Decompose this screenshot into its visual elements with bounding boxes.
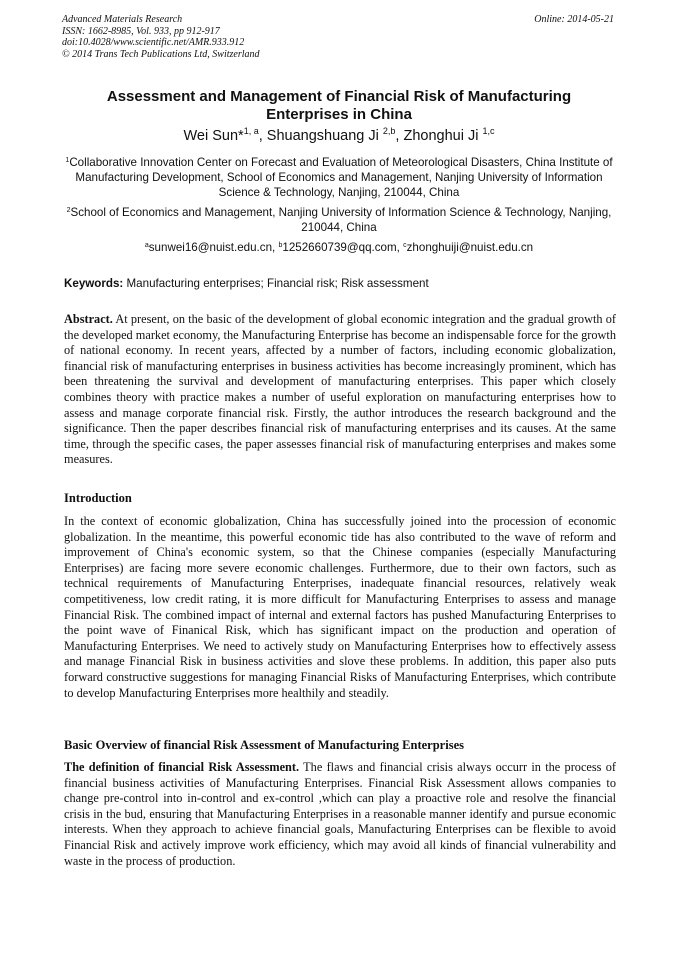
affiliation-1 xyxy=(64,155,614,200)
author-affiliation-mark: 1, a xyxy=(243,126,259,136)
introduction-heading: Introduction xyxy=(64,491,132,505)
basic-overview-heading: Basic Overview of financial Risk Assessment of Manufacturing Enterprises xyxy=(64,738,464,752)
abstract-label: Abstract. xyxy=(64,312,113,326)
author-affiliation-mark: 2,b xyxy=(382,126,396,136)
email-mark: c xyxy=(403,242,407,249)
affiliation-text: School of Economics and Management, Nanjing University of Information Science & Technology, Nanjing, 210044, China xyxy=(70,206,612,234)
doi-line: doi:10.4028/www.scientific.net/AMR.933.912 xyxy=(62,37,245,48)
publication-info xyxy=(62,14,260,60)
author-name: Zhonghui Ji xyxy=(403,128,479,144)
definition-text: The flaws and financial crisis always occurr in the process of financial business activities of Manufacturing Enterprises. Financial Risk Assessment allows companies to change pre-control into in-control and ex-control ,which can play a proactive role and resolve the financial crisis in the bud, ensuring that Manufacturing Enterprises in a reasonable manner identify and pursue economic interests. When they approach to achieve financial goals, Manufacturing Enterprises can be flexible to avoid Financial Risk and actively improve work efficiency, which may avoid all kinds of financial vulnerability and waste in the process of production. xyxy=(64,760,616,868)
introduction-text: In the context of economic globalization, China has successfully joined into the procession of economic globalization. In the meantime, this powerful economic tide has also contributed to the wave of reform and improvement of China's economic system, so that the Chinese companies (especially Manufacturing Enterprises) are facing more severe economic challenges. Furthermore, due to their own factors, such as technical requirements of Manufacturing Enterprises, inadequate financial resources, relatively weak competitiveness, low credit rating, it is more difficult for Manufacturing Enterprises to assess and manage Financial Risk. The combined impact of internal and external factors has pushed Manufacturing Enterprises to the point wave of Finanical Risk, which has significant impact on the production and operation of Manufacturing Enterprises. We need to actively study on Manufacturing Enterprises how to effectively assess and manage Financial Risk in business activities and slove these problems. In addition, this paper also puts forward constructive suggestions for managing Financial Risks of Manufacturing Enterprises, which contribute to develop Manufacturing Enterprises more healthily and steadily. xyxy=(64,514,616,700)
keywords-text: Manufacturing enterprises; Financial risk; Risk assessment xyxy=(126,277,429,290)
email-address[interactable]: zhonghuiji@nuist.edu.cn xyxy=(406,241,534,254)
affiliation-text: Collaborative Innovation Center on Forecast and Evaluation of Meteorological Disasters, China Institute of Manufacturing Development, School of Economics and Management, Nanjing University of Information Science & Technology, Nanjing, 210044, China xyxy=(69,156,613,199)
email-address[interactable]: sunwei16@nuist.edu.cn xyxy=(148,241,273,254)
keywords-label: Keywords: xyxy=(64,277,124,290)
author-name: Shuangshuang Ji xyxy=(266,128,379,144)
affiliation-2 xyxy=(64,205,614,235)
journal-name: Advanced Materials Research xyxy=(62,14,183,25)
affiliation-number: 1 xyxy=(65,157,70,164)
definition-label: The definition of financial Risk Assessment. xyxy=(64,760,300,774)
keywords xyxy=(64,276,616,291)
online-date: Online: 2014-05-21 xyxy=(534,14,614,25)
paper-title: Assessment and Management of Financial Risk of Manufacturing Enterprises in China xyxy=(106,88,572,123)
author-affiliation-mark: 1,c xyxy=(482,126,495,136)
affiliation-number: 2 xyxy=(66,207,71,214)
author-emails: $^a$sunwei16@nuist.edu.cn, $^b$1252660739@qq.com, $^c$zhonghuiji@nuist.edu.cn xyxy=(144,241,534,254)
author-list: Wei Sun*$^{1, a}$, Shuangshuang Ji $^{2,b}$, Zhonghui Ji $^{1,c}$ xyxy=(183,126,495,144)
issn-line: ISSN: 1662-8985, Vol. 933, pp 912-917 xyxy=(62,25,220,37)
abstract-text: At present, on the basic of the development of global economic integration and the gradual growth of the developed market economy, the Manufacturing Enterprise has become an indispensable force for the growth of national economy. In recent years, affected by a number of factors, including economic globalization, financial risk of manufacturing enterprises in business activities has become increasingly prominent, which has been threatening the survival and development of manufacturing enterprises. This paper which closely combines theory with practice makes a number of useful exploration on manufacturing enterprises how to assess and manage corporate financial risk. Firstly, the author introduces the research background and the significance. Then the paper describes financial risk of manufacturing enterprises and its causes. At the same time, through the specific cases, the paper assesses financial risk of manufacturing enterprises and makes some measures. xyxy=(64,312,616,467)
copyright-line: © 2014 Trans Tech Publications Ltd, Switzerland xyxy=(62,48,260,60)
email-mark: a xyxy=(144,242,149,249)
corresponding-mark: * xyxy=(238,128,244,144)
email-mark: b xyxy=(278,242,283,249)
author-name: Wei Sun xyxy=(183,128,239,144)
email-address[interactable]: 1252660739@qq.com xyxy=(282,241,397,254)
abstract xyxy=(64,312,616,468)
definition-paragraph xyxy=(64,760,616,869)
